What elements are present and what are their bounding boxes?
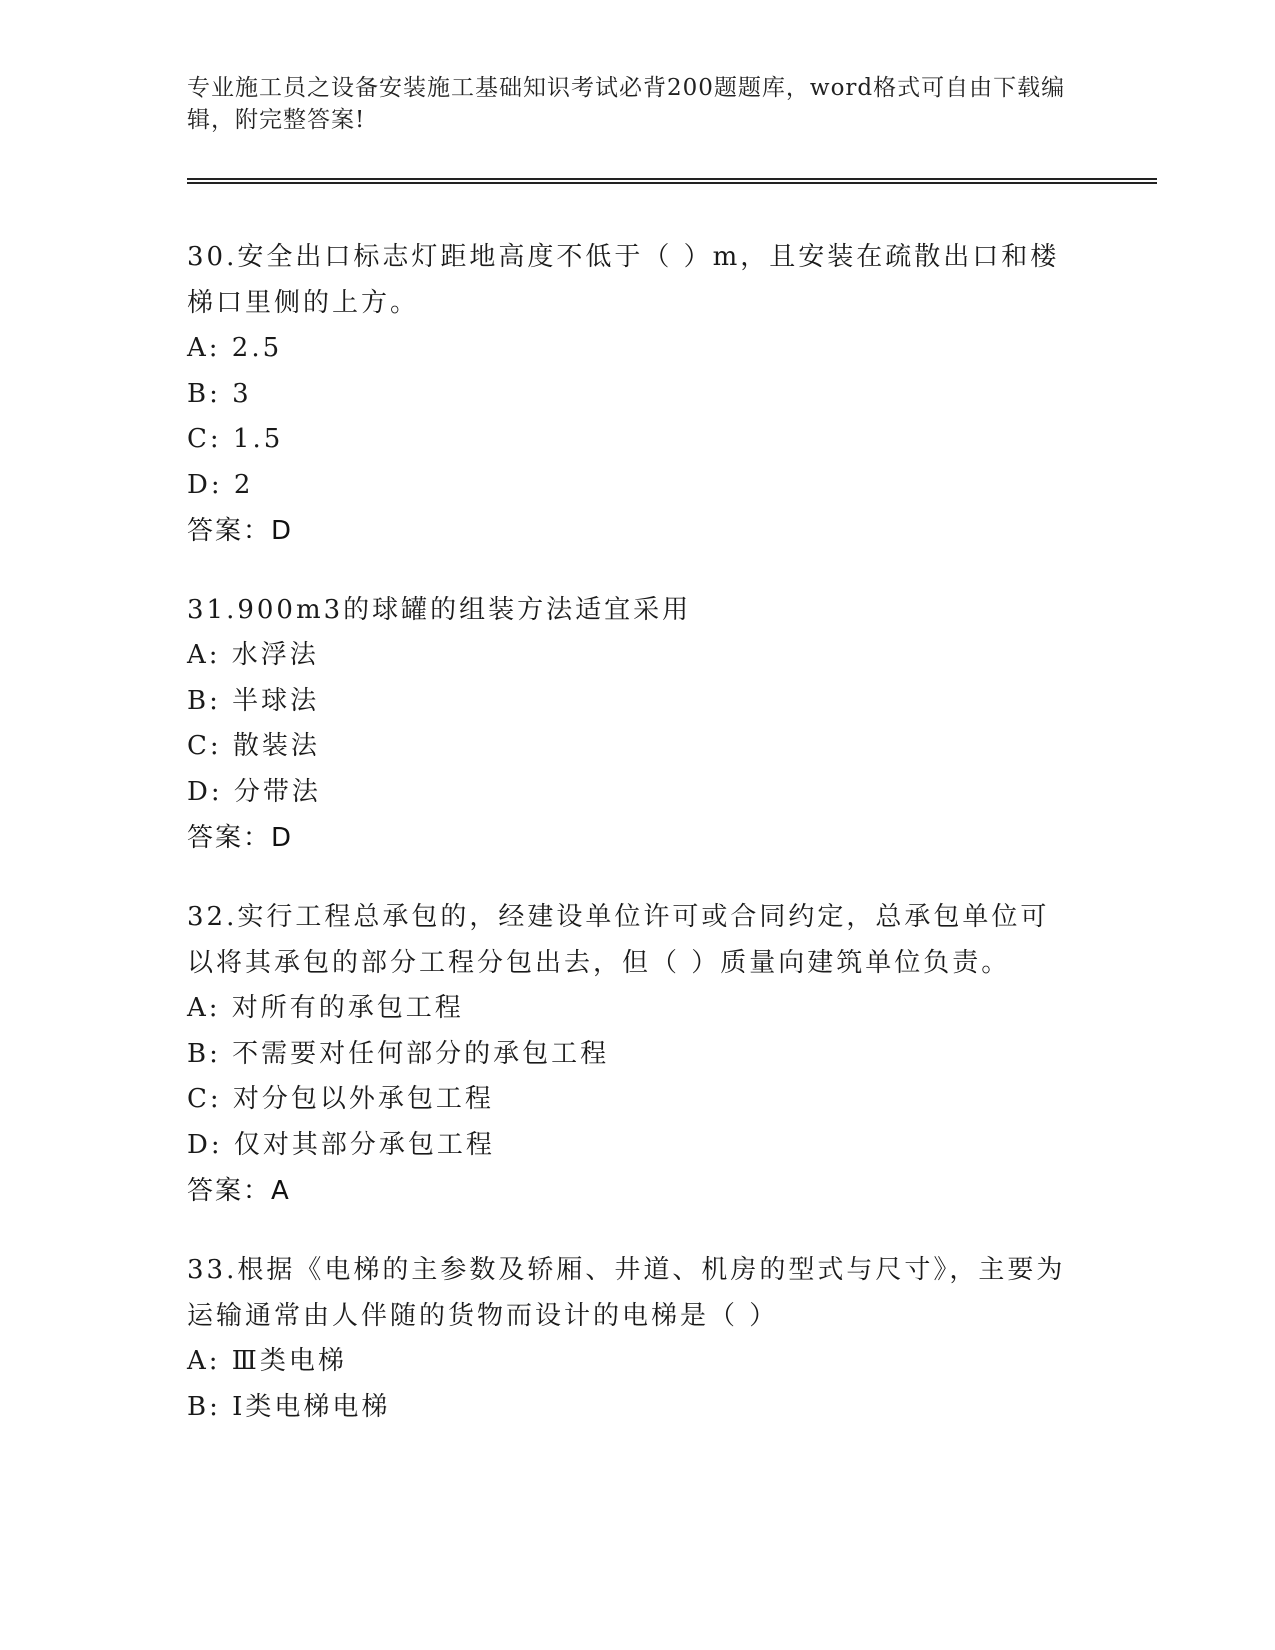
answer: 答案：D	[187, 823, 294, 853]
option-b: B: Ⅰ类电梯电梯	[187, 1391, 391, 1422]
option-c: C: 1.5	[187, 424, 284, 454]
question-list	[187, 234, 1067, 1463]
question-33	[187, 1247, 1067, 1430]
document-header	[187, 72, 1067, 136]
option-c: C: 散装法	[187, 731, 320, 761]
option-d: D: 仅对其部分承包工程	[187, 1129, 495, 1160]
option-c: C: 对分包以外承包工程	[187, 1084, 494, 1114]
answer: 答案：A	[187, 1176, 291, 1206]
option-b: B: 不需要对任何部分的承包工程	[187, 1038, 610, 1069]
question-32	[187, 894, 1067, 1214]
question-stem: 31.900m3的球罐的组装方法适宜采用	[187, 595, 692, 625]
question-30	[187, 234, 1067, 554]
option-a: A: Ⅲ类电梯	[187, 1346, 347, 1376]
question-stem: 33.根据《电梯的主参数及轿厢、井道、机房的型式与尺寸》，主要为运输通常由人伴随的货物而设计的电梯是（ ）	[187, 1255, 1066, 1331]
option-d: D: 分带法	[187, 776, 321, 807]
question-stem: 32.实行工程总承包的，经建设单位许可或合同约定，总承包单位可以将其承包的部分工程分包出去，但（ ）质量向建筑单位负责。	[187, 902, 1050, 978]
option-a: A: 水浮法	[187, 640, 319, 670]
header-divider	[187, 178, 1157, 184]
document-page	[187, 0, 1157, 1650]
header-text: 专业施工员之设备安装施工基础知识考试必背200题题库，word格式可自由下载编辑，附完整答案!	[187, 75, 1066, 133]
answer: 答案：D	[187, 516, 294, 546]
option-a: A: 2.5	[187, 333, 283, 363]
question-31	[187, 587, 1067, 861]
question-stem: 30.安全出口标志灯距地高度不低于（ ）m，且安装在疏散出口和楼梯口里侧的上方。	[187, 242, 1060, 318]
option-b: B: 半球法	[187, 685, 320, 716]
option-d: D: 2	[187, 469, 254, 500]
option-a: A: 对所有的承包工程	[187, 993, 464, 1023]
option-b: B: 3	[187, 378, 252, 409]
